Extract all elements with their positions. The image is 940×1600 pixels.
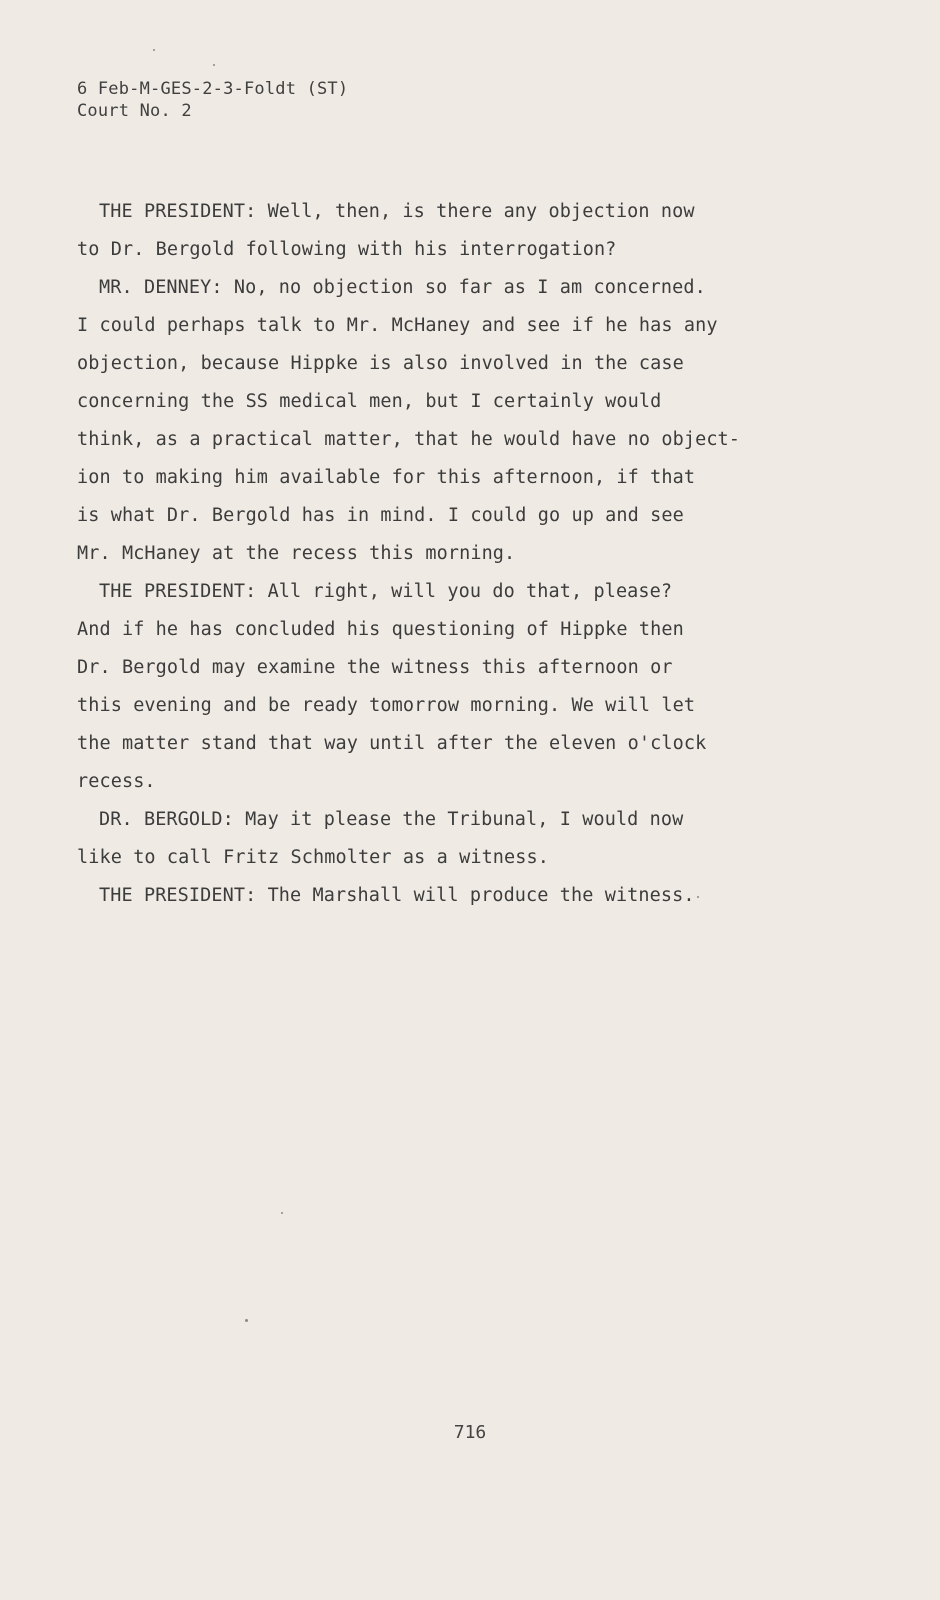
transcript-line: THE PRESIDENT: The Marshall will produce the witness. — [99, 885, 695, 906]
transcript-line: MR. DENNEY: No, no objection so far as I am concerned. — [99, 277, 706, 298]
transcript-line: to Dr. Bergold following with his interrogation? — [77, 239, 617, 260]
transcript-line: the matter stand that way until after the eleven o'clock — [77, 733, 707, 754]
paper-speck — [245, 1319, 248, 1322]
transcript-line: like to call Fritz Schmolter as a witness. — [77, 847, 549, 868]
transcript-line: Mr. McHaney at the recess this morning. — [77, 543, 516, 564]
transcript-line: is what Dr. Bergold has in mind. I could go up and see — [77, 505, 684, 526]
transcript-body — [77, 193, 857, 915]
paper-speck — [697, 896, 699, 898]
transcript-line: recess. — [77, 771, 156, 792]
transcript-line: THE PRESIDENT: Well, then, is there any objection now — [99, 201, 695, 222]
transcript-line: ion to making him available for this afternoon, if that — [77, 467, 696, 488]
transcript-line: this evening and be ready tomorrow morning. We will let — [77, 695, 696, 716]
transcript-line: objection, because Hippke is also involved in the case — [77, 353, 684, 374]
paper-speck — [213, 64, 215, 66]
header-reference: 6 Feb-M-GES-2-3-Foldt (ST) — [77, 79, 349, 99]
document-header — [77, 78, 348, 122]
transcript-line: THE PRESIDENT: All right, will you do that, please? — [99, 581, 673, 602]
transcript-line: concerning the SS medical men, but I certainly would — [77, 391, 662, 412]
paper-speck — [153, 49, 155, 51]
transcript-line: I could perhaps talk to Mr. McHaney and see if he has any — [77, 315, 718, 336]
header-court: Court No. 2 — [77, 101, 192, 121]
transcript-line: Dr. Bergold may examine the witness this afternoon or — [77, 657, 673, 678]
transcript-line: think, as a practical matter, that he would have no object- — [77, 429, 741, 450]
transcript-line: And if he has concluded his questioning of Hippke then — [77, 619, 684, 640]
paper-speck — [281, 1212, 283, 1214]
transcript-line: DR. BERGOLD: May it please the Tribunal, I would now — [99, 809, 684, 830]
page-number: 716 — [453, 1422, 487, 1443]
